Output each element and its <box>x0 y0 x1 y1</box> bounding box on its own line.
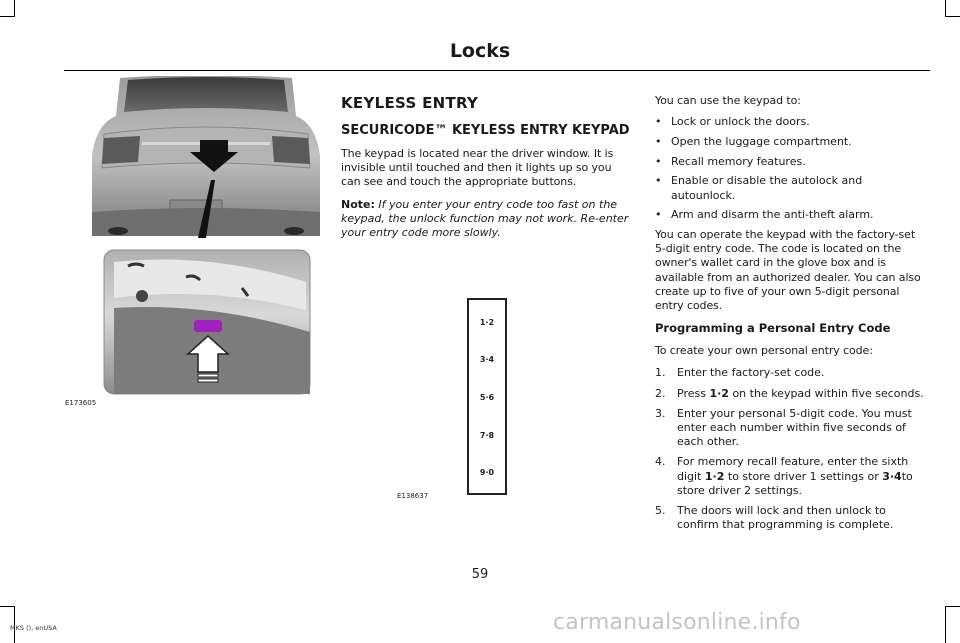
edition-label: MKS (), enUSA <box>10 624 57 632</box>
key-label: 3·4 <box>882 469 902 483</box>
step-number: 4. <box>655 455 666 469</box>
figure-code: E173605 <box>65 399 97 407</box>
step-item <box>655 387 927 401</box>
figure-code: E138637 <box>397 492 429 500</box>
list-item-text: Lock or unlock the doors. <box>671 115 810 129</box>
programming-intro: To create your own personal entry code: <box>655 344 873 358</box>
step-number: 2. <box>655 386 666 400</box>
keyless-entry-section <box>341 94 631 240</box>
bullet-marker: • <box>655 134 662 148</box>
step-text: Enter the factory-set code. <box>677 366 825 380</box>
list-item-text: Recall memory features. <box>671 154 806 168</box>
crop-mark <box>945 606 946 643</box>
list-item <box>655 115 927 129</box>
keypad-illustration <box>467 298 507 495</box>
crop-mark <box>0 606 14 607</box>
keypad-key: 7·8 <box>479 431 495 440</box>
list-item <box>655 174 927 202</box>
section-subheading: SECURICODE™ KEYLESS ENTRY KEYPAD <box>341 123 630 138</box>
step-text-part: to store driver 2 settings. <box>677 469 913 497</box>
step-text-part: Press <box>677 386 710 400</box>
list-item <box>655 155 927 169</box>
step-item <box>655 366 927 380</box>
title-divider <box>64 70 930 71</box>
step-text-part: For memory recall feature, enter the sixth digit <box>677 455 909 483</box>
step-item <box>655 407 927 450</box>
list-item <box>655 135 927 149</box>
keypad-key: 3·4 <box>479 355 495 364</box>
crop-mark <box>0 16 14 17</box>
section-heading: KEYLESS ENTRY <box>341 94 479 112</box>
step-number: 5. <box>655 503 666 517</box>
factory-code-paragraph: You can operate the keypad with the factory-set 5-digit entry code. The code is located on the owner's wallet card in the glove box and is available from an authorized dealer. You can also create up to five of your own 5-digit personal entry codes. <box>655 227 921 312</box>
programming-heading: Programming a Personal Entry Code <box>655 321 891 336</box>
note-paragraph <box>341 198 631 241</box>
step-text <box>677 387 924 401</box>
list-item-text: Open the luggage compartment. <box>671 134 852 148</box>
step-text: The doors will lock and then unlock to confirm that programming is complete. <box>677 503 894 532</box>
key-label: 1·2 <box>704 469 725 483</box>
crop-mark <box>14 0 15 17</box>
keypad-key: 1·2 <box>479 318 495 327</box>
step-item <box>655 504 927 532</box>
list-item-text: Arm and disarm the anti-theft alarm. <box>671 208 874 222</box>
page-title: Locks <box>449 40 511 62</box>
intro-paragraph: The keypad is located near the driver window. It is invisible until touched and then it lights up so you can see and touch the appropriate buttons. <box>341 147 614 189</box>
keypad-key: 5·6 <box>479 393 495 402</box>
crop-mark <box>945 0 946 17</box>
step-text-part: to store driver 1 settings or <box>724 469 883 483</box>
note-label: Note: <box>341 197 375 211</box>
bullet-marker: • <box>655 154 662 168</box>
step-number: 1. <box>655 366 666 380</box>
keypad-key: 9·0 <box>479 468 495 477</box>
uses-intro: You can use the keypad to: <box>655 94 801 107</box>
bullet-marker: • <box>655 115 662 129</box>
note-text: If you enter your entry code too fast on the keypad, the unlock function may not work. Re-enter your entry code more slowly. <box>341 197 629 240</box>
crop-mark <box>946 16 960 17</box>
page-number: 59 <box>471 567 489 582</box>
keypad-usage-section <box>655 94 927 538</box>
watermark: carmanualsonline.info <box>553 610 801 635</box>
list-item <box>655 208 927 222</box>
crop-mark <box>946 606 960 607</box>
step-number: 3. <box>655 406 666 420</box>
key-label: 1·2 <box>709 386 729 400</box>
bullet-marker: • <box>655 208 662 222</box>
step-text <box>677 455 927 498</box>
list-item-text: Enable or disable the autolock and autounlock. <box>671 174 863 202</box>
step-text-part: on the keypad within five seconds. <box>728 386 924 400</box>
car-keypad-location-illustration <box>90 76 322 406</box>
step-text: Enter your personal 5-digit code. You must enter each number within five seconds of each other. <box>677 406 912 449</box>
step-item <box>655 455 927 498</box>
bullet-marker: • <box>655 174 662 188</box>
